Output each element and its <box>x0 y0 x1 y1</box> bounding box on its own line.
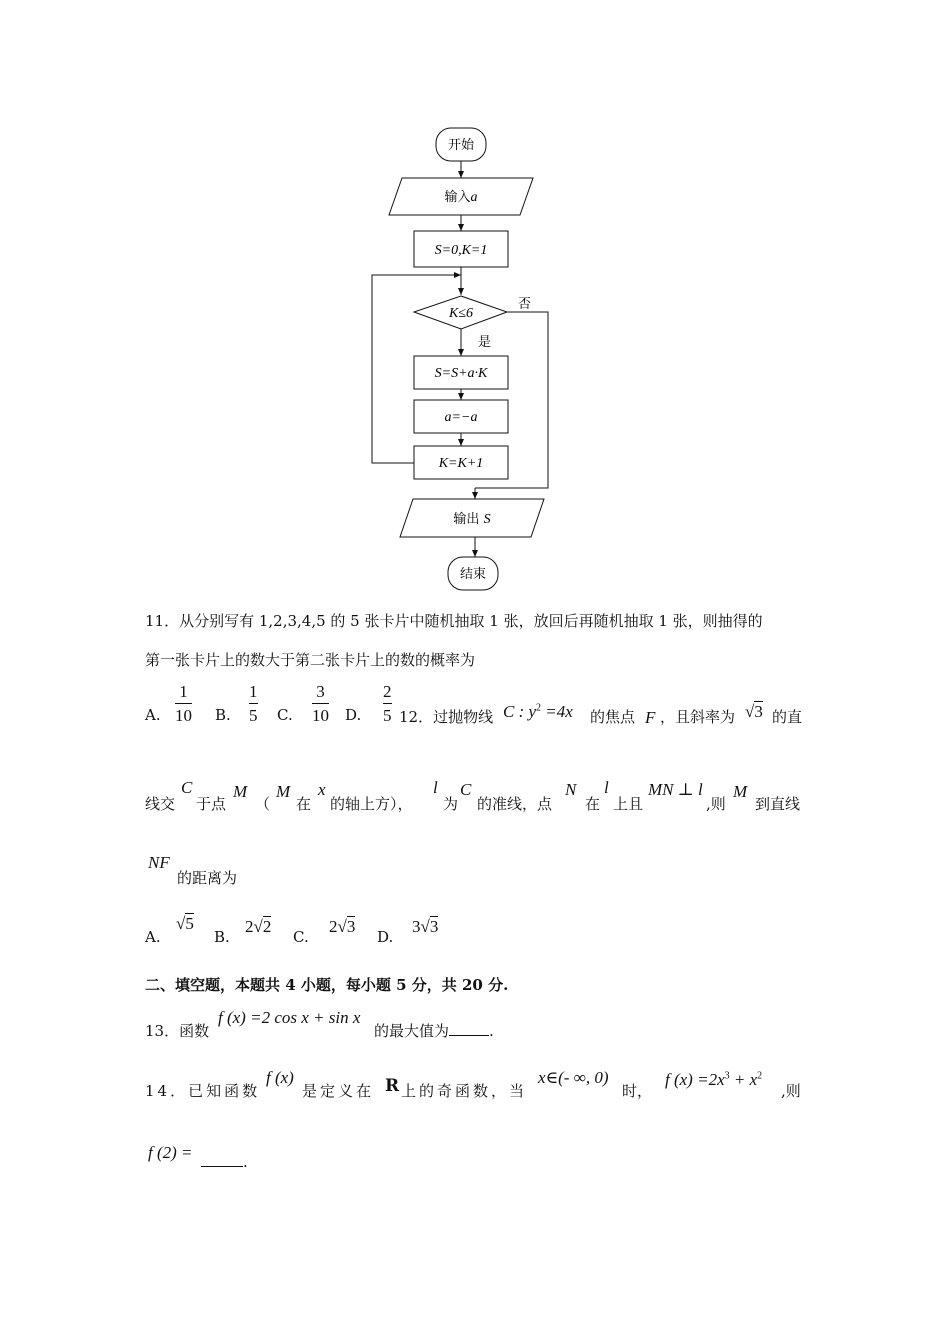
flow-end-label: 结束 <box>459 567 487 582</box>
q11-option-c-fraction <box>312 682 329 726</box>
q12-l2-M3: M <box>733 782 748 801</box>
q12-l2-C: C <box>181 778 193 797</box>
q12-l2-t1: 线交 <box>145 795 176 813</box>
q14-t3: 时， <box>622 1082 653 1100</box>
q11-option-a-label: A. <box>145 706 161 724</box>
q12-parabola: C : $y^2 =4x$ <box>503 702 573 721</box>
q12-l2-M: M <box>233 782 248 801</box>
q11-option-d-label: D. <box>345 706 362 724</box>
q12-option-b-label: B. <box>214 928 230 946</box>
flow-step3-label: K=K+1 <box>438 456 484 471</box>
section2-heading: 二、填空题，本题共 4 小题，每小题 5 分，共 20 分. <box>145 976 509 994</box>
q13-suffix: 的最大值为 . <box>374 1022 494 1040</box>
q14-f2: f (2) = <box>148 1143 193 1162</box>
q13-answer-blank[interactable] <box>449 1035 489 1036</box>
q12-l2-M2: M <box>276 782 291 801</box>
q11-d-den: 5 <box>383 706 392 725</box>
q12-l2-x: x <box>318 780 326 799</box>
q12-l2-t4: 的轴上方）， <box>330 795 413 813</box>
q14-t4: ,则 <box>781 1082 801 1100</box>
flow-output-label: 输出 S <box>453 512 491 527</box>
flow-yes-label: 是 <box>478 335 492 350</box>
q11-option-c-label: C. <box>277 706 293 724</box>
q13-formula: f (x) =2 cos x + sin x <box>218 1008 361 1027</box>
q12-option-d-label: D. <box>377 928 394 946</box>
q12-focus-text: 的焦点 <box>590 708 636 726</box>
q11-d-num: 2 <box>383 682 392 701</box>
flow-start-label: 开始 <box>447 138 475 153</box>
q12-slope-sqrt: √3 <box>745 702 763 721</box>
q12-option-d-value: 3√3 <box>412 917 439 936</box>
flow-step2-label: a=−a <box>444 410 478 425</box>
q12-l2-t5: 为 <box>443 795 459 813</box>
q12-l2-t3: 在 <box>296 795 312 813</box>
q12-l2-N: N <box>565 780 577 799</box>
q13-prefix: 13．函数 <box>145 1022 210 1040</box>
q11-option-a-fraction <box>175 682 192 726</box>
q11-c-den: 10 <box>312 706 329 725</box>
q12-l2-t8: 上且 <box>613 795 644 813</box>
q12-l2-paren: （ <box>255 795 271 813</box>
q12-option-b-value: 2√2 <box>245 917 272 936</box>
q11-c-num: 3 <box>316 682 325 701</box>
q14-R: R <box>385 1076 400 1096</box>
q12-end-text: 的直 <box>772 708 803 726</box>
q11-a-num: 1 <box>179 682 188 701</box>
q12-line1: 12．过抛物线 <box>399 708 494 726</box>
q12-l2-t2: 于点 <box>196 795 227 813</box>
q12-focus-var: F <box>645 708 656 727</box>
q14-answer-line: . <box>201 1153 248 1171</box>
q14-t1: 是定义在 <box>302 1082 375 1100</box>
q12-l2-t9: ,则 <box>706 795 726 813</box>
q12-option-a-value: √5 <box>176 914 194 933</box>
q12-option-a-label: A. <box>145 928 161 946</box>
q12-option-c-label: C. <box>293 928 309 946</box>
q12-slope-text: ，且斜率为 <box>660 708 736 726</box>
q12-l2-perp: MN ⊥ l <box>648 780 703 799</box>
q14-fx: f (x) <box>266 1068 294 1087</box>
q11-b-den: 5 <box>249 706 258 725</box>
q12-option-c-value: 2√3 <box>329 917 356 936</box>
q12-l2-l2: l <box>604 778 609 797</box>
q11-line2: 第一张卡片上的数大于第二张卡片上的数的概率为 <box>145 651 476 669</box>
q12-l2-t6: 的准线，点 <box>477 795 553 813</box>
q11-option-b-fraction <box>249 682 258 726</box>
flow-condition-label: K≤6 <box>448 306 474 321</box>
flowchart <box>0 0 950 600</box>
flow-no-label: 否 <box>518 297 532 312</box>
q11-line1: 11．从分别写有 1,2,3,4,5 的 5 张卡片中随机抽取 1 张，放回后再随机抽取 1 张，则抽得的 <box>145 612 763 630</box>
q11-option-d-fraction <box>383 682 392 726</box>
q14-formula: f $(x) =2x^3 + x^2$ <box>665 1070 763 1089</box>
q14-domain: x∈(- ∞, 0) <box>538 1068 609 1087</box>
flow-step1-label: S=S+a·K <box>434 366 488 381</box>
q14-prefix: 14．已知函数 <box>145 1082 261 1100</box>
q12-l2-t10: 到直线 <box>755 795 801 813</box>
q12-l2-l: l <box>433 778 438 797</box>
q12-l2-C2: C <box>460 780 472 799</box>
q12-line3-text: 的距离为 <box>177 869 238 887</box>
q11-a-den: 10 <box>175 706 192 725</box>
q11-option-b-label: B. <box>215 706 231 724</box>
q12-line3-var: NF <box>148 853 170 872</box>
flow-init-label: S=0,K=1 <box>434 243 488 258</box>
q14-answer-blank[interactable] <box>201 1166 243 1167</box>
q14-t2: 上的奇函数，当 <box>401 1082 528 1100</box>
q11-b-num: 1 <box>249 682 258 701</box>
flow-input-label: 输入a <box>444 190 478 205</box>
q12-l2-t7: 在 <box>585 795 601 813</box>
